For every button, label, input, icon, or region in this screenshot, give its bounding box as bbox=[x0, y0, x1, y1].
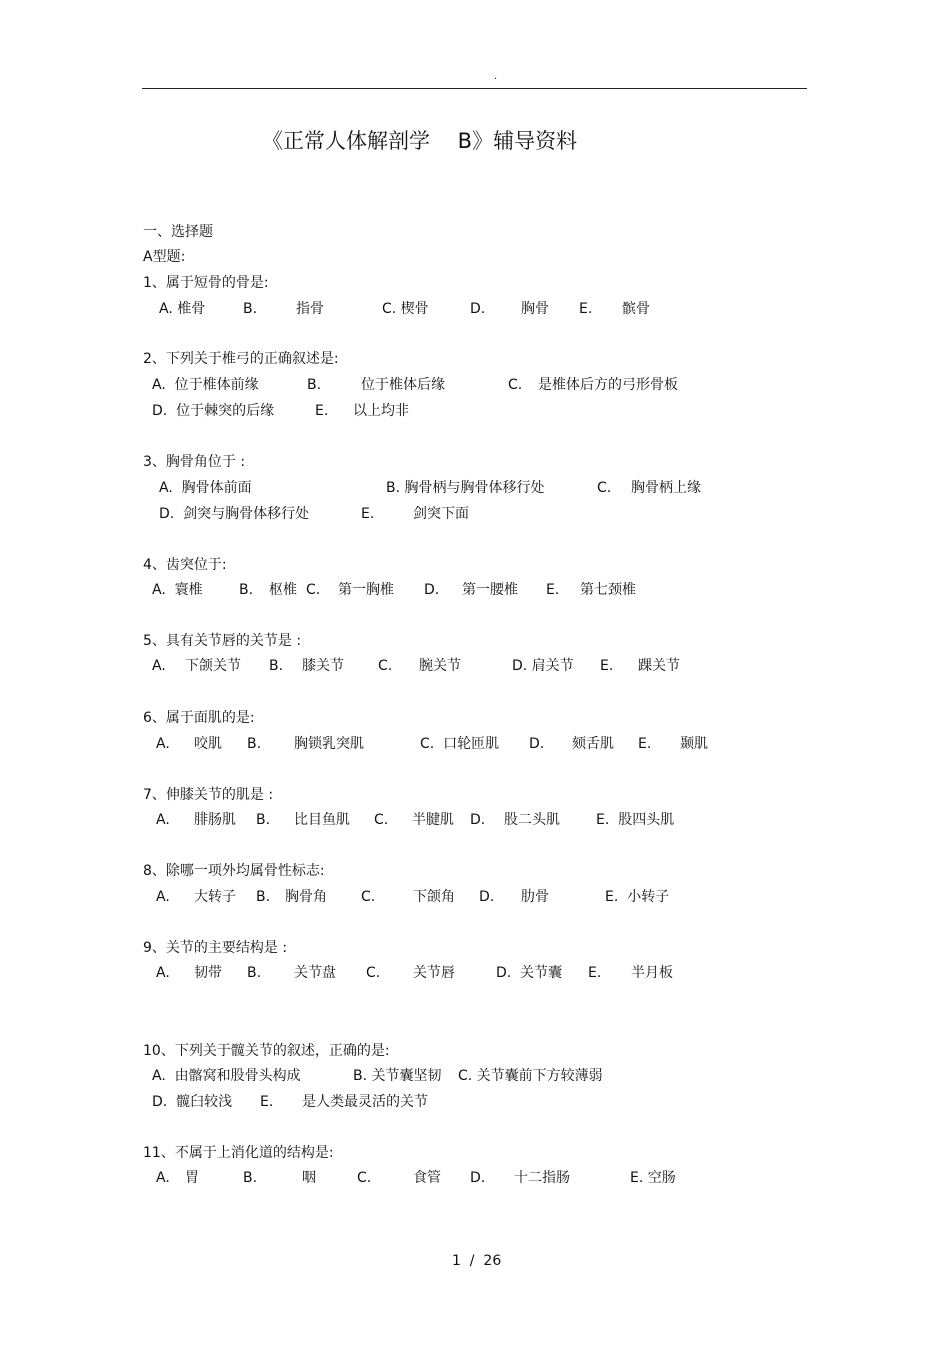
option: C. bbox=[361, 889, 376, 905]
option: E. bbox=[638, 736, 652, 752]
option: D. 肩关节 bbox=[512, 658, 574, 674]
option: 下颌关节 bbox=[185, 658, 241, 674]
option: 颞肌 bbox=[680, 736, 708, 752]
option: A. bbox=[156, 736, 170, 752]
option: 半月板 bbox=[631, 965, 673, 981]
document-title: 《正常人体解剖学 B》辅导资料 bbox=[262, 129, 578, 153]
option: B. 胸骨柄与胸骨体移行处 bbox=[386, 480, 545, 496]
option: 关节盘 bbox=[294, 965, 336, 981]
option: E. bbox=[600, 658, 614, 674]
option: 大转子 bbox=[194, 889, 236, 905]
question-stem: 4、齿突位于: bbox=[143, 557, 227, 573]
option: D. 位于棘突的后缘 bbox=[152, 403, 275, 419]
option: 食管 bbox=[413, 1170, 441, 1186]
option: 韧带 bbox=[194, 965, 222, 981]
page-number: 1 / 26 bbox=[452, 1253, 502, 1269]
option: B. bbox=[307, 377, 322, 393]
option: 十二指肠 bbox=[514, 1170, 570, 1186]
option: C. bbox=[374, 812, 389, 828]
option: B. bbox=[243, 301, 258, 317]
option: B. bbox=[269, 658, 284, 674]
option: C. bbox=[306, 582, 321, 598]
option: A. 寰椎 bbox=[152, 582, 203, 598]
option: E. bbox=[260, 1094, 274, 1110]
option: A. 位于椎体前缘 bbox=[152, 377, 259, 393]
option: 咽 bbox=[302, 1170, 316, 1186]
option: B. bbox=[256, 889, 271, 905]
option: A. bbox=[152, 658, 166, 674]
option: D. bbox=[479, 889, 495, 905]
question-stem: 7、伸膝关节的肌是 : bbox=[143, 787, 274, 803]
option: 胸锁乳突肌 bbox=[294, 736, 364, 752]
option: E. 空肠 bbox=[630, 1170, 676, 1186]
option: A. bbox=[156, 889, 170, 905]
option: 腓肠肌 bbox=[194, 812, 236, 828]
option: 位于椎体后缘 bbox=[361, 377, 445, 393]
option: 胸骨 bbox=[521, 301, 549, 317]
option: C. 楔骨 bbox=[382, 301, 429, 317]
option: 下颌角 bbox=[413, 889, 455, 905]
option: 第一腰椎 bbox=[462, 582, 518, 598]
question-stem: 5、具有关节唇的关节是 : bbox=[143, 633, 302, 649]
option: A. bbox=[156, 1170, 170, 1186]
question-stem: 8、除哪一项外均属骨性标志: bbox=[143, 863, 325, 879]
option: 比目鱼肌 bbox=[294, 812, 350, 828]
option: 以上均非 bbox=[353, 403, 409, 419]
option: B. bbox=[243, 1170, 258, 1186]
option: 指骨 bbox=[296, 301, 324, 317]
option: 半腱肌 bbox=[412, 812, 454, 828]
option: C. 口轮匝肌 bbox=[420, 736, 500, 752]
option: C. bbox=[597, 480, 612, 496]
option: D. bbox=[424, 582, 440, 598]
option: E. bbox=[579, 301, 593, 317]
option: C. bbox=[357, 1170, 372, 1186]
option: B. bbox=[247, 736, 262, 752]
option: 胸骨柄上缘 bbox=[631, 480, 701, 496]
option: 第七颈椎 bbox=[580, 582, 636, 598]
question-stem: 11、不属于上消化道的结构是: bbox=[143, 1145, 334, 1161]
option: 髌骨 bbox=[622, 301, 650, 317]
option: 关节唇 bbox=[413, 965, 455, 981]
question-stem: 3、胸骨角位于 : bbox=[143, 454, 246, 470]
option: E. 小转子 bbox=[605, 889, 670, 905]
option: 颏舌肌 bbox=[572, 736, 614, 752]
option: 咬肌 bbox=[194, 736, 222, 752]
question-stem: 6、属于面肌的是: bbox=[143, 710, 255, 726]
option: 腕关节 bbox=[419, 658, 461, 674]
header-rule bbox=[142, 88, 807, 89]
question-stem: 10、下列关于髋关节的叙述，正确的是: bbox=[143, 1043, 390, 1059]
option: 肋骨 bbox=[521, 889, 549, 905]
option: E. bbox=[361, 506, 375, 522]
option: A. 胸骨体前面 bbox=[159, 480, 252, 496]
option: 枢椎 bbox=[269, 582, 297, 598]
option: 股二头肌 bbox=[504, 812, 560, 828]
option: C. bbox=[508, 377, 523, 393]
question-stem: 2、下列关于椎弓的正确叙述是: bbox=[143, 351, 339, 367]
option: D. bbox=[529, 736, 545, 752]
option: E. bbox=[315, 403, 329, 419]
option: B. bbox=[239, 582, 254, 598]
option: 是椎体后方的弓形骨板 bbox=[538, 377, 678, 393]
option: A. 由髂窝和股骨头构成 bbox=[152, 1068, 301, 1084]
option: D. bbox=[470, 301, 486, 317]
option: 膝关节 bbox=[302, 658, 344, 674]
option: E. bbox=[588, 965, 602, 981]
subsection-heading: A型题: bbox=[143, 249, 186, 265]
option: 剑突下面 bbox=[413, 506, 469, 522]
option: D. 关节囊 bbox=[496, 965, 563, 981]
option: D. bbox=[470, 1170, 486, 1186]
header-dot: . bbox=[494, 71, 498, 82]
option: E. bbox=[546, 582, 560, 598]
option: E. 股四头肌 bbox=[596, 812, 675, 828]
option: D. 剑突与胸骨体移行处 bbox=[159, 506, 310, 522]
question-stem: 1、属于短骨的骨是: bbox=[143, 275, 269, 291]
option: C. bbox=[378, 658, 393, 674]
section-heading: 一、选择题 bbox=[143, 224, 213, 240]
option: C. 关节囊前下方较薄弱 bbox=[458, 1068, 603, 1084]
option: C. bbox=[366, 965, 381, 981]
question-stem: 9、关节的主要结构是 : bbox=[143, 940, 288, 956]
option: 胸骨角 bbox=[285, 889, 327, 905]
option: B. 关节囊坚韧 bbox=[353, 1068, 442, 1084]
option: B. bbox=[247, 965, 262, 981]
option: 胃 bbox=[185, 1170, 199, 1186]
option: B. bbox=[256, 812, 271, 828]
option: A. 椎骨 bbox=[159, 301, 206, 317]
option: A. bbox=[156, 812, 170, 828]
option: 第一胸椎 bbox=[338, 582, 394, 598]
option: D. 髋臼较浅 bbox=[152, 1094, 233, 1110]
option: 是人类最灵活的关节 bbox=[302, 1094, 428, 1110]
option: 踝关节 bbox=[638, 658, 680, 674]
option: D. bbox=[470, 812, 486, 828]
option: A. bbox=[156, 965, 170, 981]
